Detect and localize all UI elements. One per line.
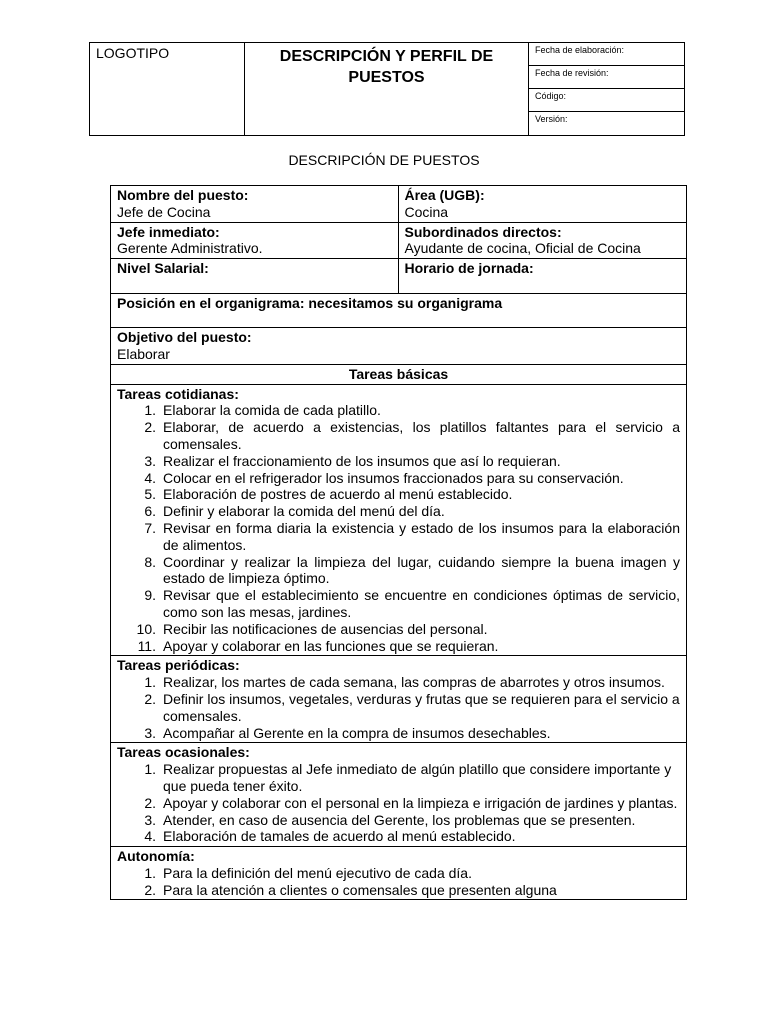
list-item: 9. Revisar que el establecimiento se encuentre en condiciones óptimas de servicio, como son las mesas, jardines. <box>144 587 680 620</box>
nivel-label: Nivel Salarial: <box>117 260 209 277</box>
periodicas-label: Tareas periódicas: <box>117 657 240 674</box>
logo-placeholder: LOGOTIPO <box>90 43 245 135</box>
list-item: 1. Realizar, los martes de cada semana, las compras de abarrotes y otros insumos. <box>144 674 665 691</box>
cell-area <box>399 186 687 222</box>
list-item: 7. Revisar en forma diaria la existencia y estado de los insumos para la elaboración de alimentos. <box>144 519 680 553</box>
subordinados-value: Ayudante de cocina, Oficial de Cocina <box>404 240 641 257</box>
list-item: 4. Elaboración de tamales de acuerdo al menú establecido. <box>144 828 516 845</box>
list-item: 4. Colocar en el refrigerador los insumos fraccionados para su conservación. <box>144 469 624 486</box>
tareas-basicas-heading: Tareas básicas <box>111 365 686 385</box>
cell-subordinados <box>399 223 687 259</box>
row-objetivo <box>111 328 686 365</box>
periodicas-list <box>117 674 680 741</box>
cotidianas-list <box>117 402 680 654</box>
list-item: 1. Para la definición del menú ejecutivo de cada día. <box>144 864 472 881</box>
list-item: 8. Coordinar y realizar la limpieza del lugar, cuidando siempre la buena imagen y estado de limpieza óptimo. <box>144 553 680 587</box>
list-item: 11. Apoyar y colaborar en las funciones que se requieran. <box>137 637 499 654</box>
objetivo-value: Elaborar <box>117 345 170 362</box>
cell-puesto <box>111 186 399 222</box>
posicion-organigrama: Posición en el organigrama: necesitamos su organigrama <box>111 294 686 328</box>
list-item: 1. Elaborar la comida de cada platillo. <box>144 402 381 419</box>
area-label: Área (UGB): <box>404 187 485 203</box>
fecha-elaboracion-field: Fecha de elaboración: <box>529 43 684 66</box>
cell-nivel <box>111 259 399 293</box>
list-item: 2. Apoyar y colaborar con el personal en la limpieza e irrigación de jardines y plantas. <box>144 794 678 811</box>
list-item: 1. Realizar propuestas al Jefe inmediato de algún platillo que considere importante y que pueda tener éxito. <box>144 761 672 794</box>
cell-horario <box>399 259 687 293</box>
row-jefe-subordinados <box>111 223 686 260</box>
row-nivel-horario <box>111 259 686 294</box>
list-item: 5. Elaboración de postres de acuerdo al menú establecido. <box>144 486 513 503</box>
version-field: Versión: <box>535 114 568 124</box>
fecha-revision-field: Fecha de revisión: <box>529 66 684 89</box>
list-item: 3. Atender, en caso de ausencia del Gerente, los problemas que se presenten. <box>144 811 636 828</box>
ocasionales-label: Tareas ocasionales: <box>117 744 250 761</box>
jefe-value: Gerente Administrativo. <box>117 240 263 257</box>
subordinados-label: Subordinados directos: <box>404 223 562 240</box>
job-description-table <box>110 185 687 900</box>
list-item: 2. Para la atención a clientes o comensales que presenten alguna <box>144 881 557 898</box>
list-item: 10. Recibir las notificaciones de ausencias del personal. <box>136 620 488 637</box>
section-ocasionales <box>111 743 686 847</box>
codigo-field: Código: <box>529 89 684 112</box>
document-header <box>89 42 685 136</box>
autonomia-label: Autonomía: <box>117 848 195 865</box>
section-autonomia <box>111 847 686 899</box>
section-title: DESCRIPCIÓN DE PUESTOS <box>288 152 480 168</box>
list-item: 2. Elaborar, de acuerdo a existencias, los platillos faltantes para el servicio a comensales. <box>144 419 680 452</box>
list-item: 3. Acompañar al Gerente en la compra de insumos desechables. <box>144 724 551 741</box>
row-puesto-area <box>111 186 686 223</box>
cell-jefe <box>111 223 399 259</box>
puesto-label: Nombre del puesto: <box>117 187 249 203</box>
list-item: 6. Definir y elaborar la comida del menú del día. <box>144 503 445 520</box>
document-title: DESCRIPCIÓN Y PERFIL DE PUESTOS <box>245 43 529 135</box>
objetivo-label: Objetivo del puesto: <box>117 329 252 346</box>
section-cotidianas <box>111 385 686 657</box>
puesto-value: Jefe de Cocina <box>117 203 211 220</box>
cotidianas-label: Tareas cotidianas: <box>117 385 239 402</box>
ocasionales-list <box>117 761 680 845</box>
area-value: Cocina <box>404 203 449 220</box>
section-periodicas <box>111 656 686 743</box>
autonomia-list <box>117 865 680 899</box>
list-item: 2. Definir los insumos, vegetales, verduras y frutas que se requieren para el servicio a comensales. <box>144 690 680 724</box>
list-item: 3. Realizar el fraccionamiento de los insumos que así lo requieran. <box>144 452 561 469</box>
jefe-label: Jefe inmediato: <box>117 223 220 240</box>
horario-label: Horario de jornada: <box>404 260 534 277</box>
document-meta <box>529 43 684 135</box>
